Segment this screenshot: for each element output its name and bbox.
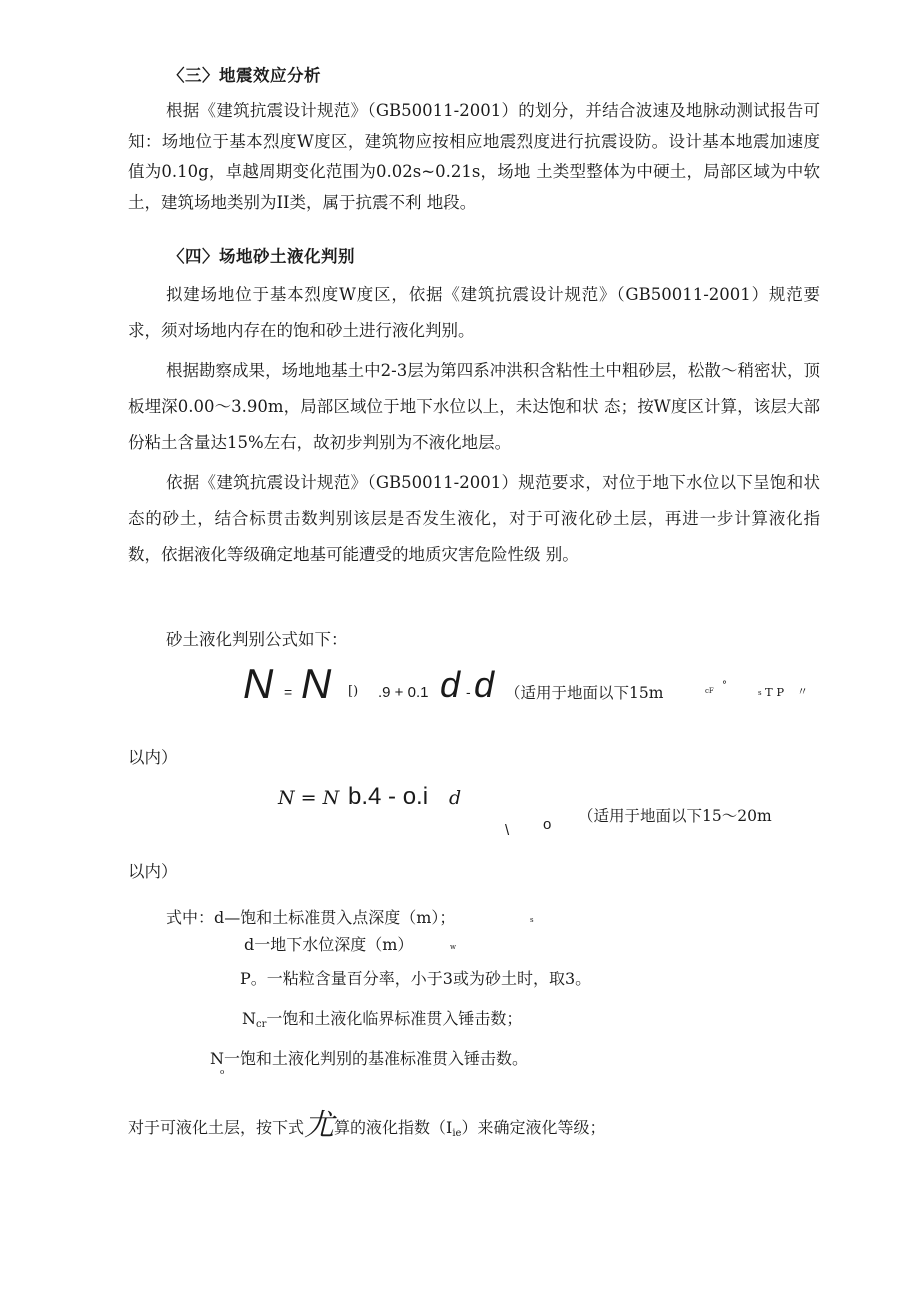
- formula1-mark-cf: cF: [705, 687, 714, 695]
- section4-paragraph-2: 根据勘察成果，场地地基土中2-3层为第四系冲洪积含粘性土中粗砂层，松散〜稍密状，顶板埋深0.00〜3.90m，局部区域位于地下水位以上，未达饱和状 态；按W度区计算，该层大部份粘土含量达15%左右，故初步判别为不液化地层。: [128, 361, 820, 452]
- def-d-s: 式中：d—饱和土标准贯入点深度（m）；: [166, 908, 456, 927]
- formula1-equals: =: [284, 684, 293, 700]
- def-d-w: d一地下水位深度（m）: [244, 935, 414, 954]
- formula2-condition: （适用于地面以下15〜20m: [578, 807, 772, 825]
- section3-paragraph: 根据《建筑抗震设计规范》（GB50011-2001）的划分，并结合波速及地脉动测试报告可知：场地位于基本烈度W度区，建筑物应按相应地震烈度进行抗震设防。设计基本地震加速度值为0.10g，卓越周期变化范围为0.02s~0.21s，场地 土类型整体为中硬土，局部区域为中软土，建筑场地类别为II类，属于抗震不利 地段。: [128, 101, 820, 212]
- final-text-c: ）来确定液化等级；: [461, 1118, 606, 1137]
- formula1-n-cr: N: [243, 660, 274, 707]
- formula1-mark-s: s: [758, 689, 762, 697]
- formula1-tp: T P: [765, 685, 785, 699]
- formula1-coefficient: .9 + 0.1: [378, 684, 429, 701]
- formula2-mark-backslash: \: [505, 822, 510, 839]
- formula2-d: d: [449, 787, 462, 809]
- section4-paragraph-3: 依据《建筑抗震设计规范》（GB50011-2001）规范要求，对位于地下水位以下呈饱和状态的砂土，结合标贯击数判别该层是否发生液化，对于可液化砂土层，再进一步计算液化指数，依据液化等级确定地基可能遭受的地质灾害危险性级 别。: [128, 473, 820, 564]
- def-d-w-mark: w: [450, 943, 456, 951]
- formula2-expression: N = N: [278, 787, 340, 809]
- section4-paragraph-1: 拟建场地位于基本烈度W度区，依据《建筑抗震设计规范》（GB50011-2001）规范要求，须对场地内存在的饱和砂土进行液化判别。: [128, 285, 820, 340]
- def-d-s-mark: s: [530, 916, 534, 924]
- final-big-glyph: 尤: [304, 1108, 335, 1143]
- final-subscript: ie: [452, 1128, 462, 1139]
- formula2-coefficient: b.4 - o.i: [348, 783, 429, 810]
- def-n0-mark: o: [220, 1068, 225, 1076]
- formula1-tail: 以内）: [128, 748, 178, 767]
- section3-heading: 〈三〉地震效应分析: [168, 66, 321, 85]
- formula-intro: 砂土液化判别公式如下：: [166, 630, 348, 649]
- formula2-tail: 以内）: [128, 862, 178, 881]
- formula1-condition: （适用于地面以下15m: [505, 684, 664, 702]
- formula1-mark-degree: °: [722, 680, 727, 691]
- def-n-cr-symbol: N: [242, 1009, 256, 1028]
- formula1-n0: N: [301, 660, 332, 707]
- formula1-d-w: d: [474, 664, 495, 705]
- formula1-minus: -: [466, 684, 471, 700]
- final-text-b: 算的液化指数（I: [334, 1118, 453, 1137]
- final-text-a: 对于可液化土层，按下式: [128, 1118, 305, 1137]
- formula1-d-s: d: [440, 664, 461, 705]
- formula2-mark-circle: o: [543, 816, 552, 833]
- def-n-cr-subscript: cr: [256, 1019, 267, 1030]
- def-p-c: P。一粘粒含量百分率，小于3或为砂土时，取3。: [240, 969, 592, 988]
- def-n-cr-text: 一饱和土液化临界标准贯入锤击数；: [266, 1009, 523, 1028]
- final-sentence: [128, 1100, 605, 1144]
- def-n-cr: [242, 1006, 522, 1030]
- formula1-bracket: [): [348, 684, 359, 699]
- section4-heading: 〈四〉场地砂土液化判别: [168, 247, 355, 266]
- formula1-mark-slash: 〃: [797, 685, 808, 698]
- def-n0: N一饱和土液化判别的基准标准贯入锤击数。: [210, 1049, 529, 1068]
